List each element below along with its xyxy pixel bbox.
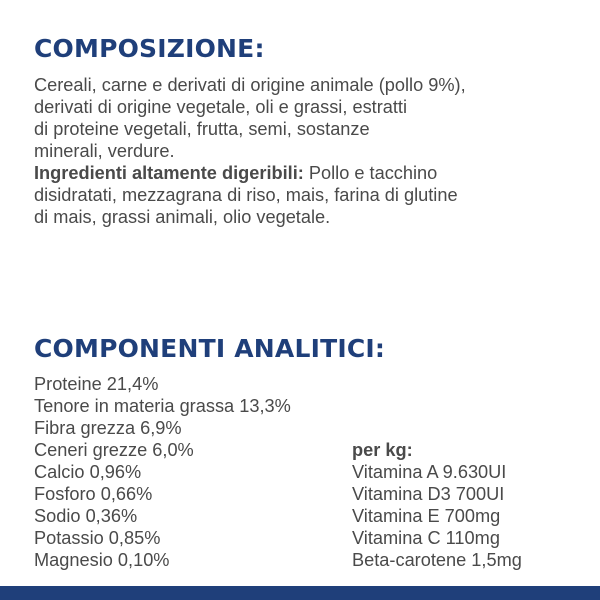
vitamin-item-a: Vitamina A 9.630UI (352, 462, 507, 482)
analytic-item-ceneri: Ceneri grezze 6,0% (34, 440, 194, 460)
analytic-item-fibra: Fibra grezza 6,9% (34, 418, 182, 438)
composition-text (34, 74, 594, 228)
composition-line: derivati di origine vegetale, oli e grassi, estratti (34, 97, 408, 117)
analytic-components-list (34, 373, 291, 571)
digestible-ingredients-line: Pollo e tacchino (303, 163, 438, 183)
analytic-item-proteine: Proteine 21,4% (34, 374, 159, 394)
composition-heading: COMPOSIZIONE: (34, 34, 265, 63)
composition-line: Cereali, carne e derivati di origine animale (pollo 9%), (34, 75, 466, 95)
vitamin-item-e: Vitamina E 700mg (352, 506, 501, 526)
composition-line: di proteine vegetali, frutta, semi, sostanze (34, 119, 370, 139)
analytic-item-calcio: Calcio 0,96% (34, 462, 142, 482)
vitamin-item-c: Vitamina C 110mg (352, 528, 500, 548)
digestible-ingredients-line: disidratati, mezzagrana di riso, mais, farina di glutine (34, 185, 458, 205)
analytic-item-sodio: Sodio 0,36% (34, 506, 138, 526)
analytic-item-magnesio: Magnesio 0,10% (34, 550, 170, 570)
digestible-ingredients-line: di mais, grassi animali, olio vegetale. (34, 207, 331, 227)
per-kg-label: per kg: (352, 440, 413, 460)
analytic-item-potassio: Potassio 0,85% (34, 528, 161, 548)
vitamins-list (352, 439, 522, 571)
vitamin-item-d3: Vitamina D3 700UI (352, 484, 505, 504)
analytic-item-fosforo: Fosforo 0,66% (34, 484, 153, 504)
composition-line: minerali, verdure. (34, 141, 175, 161)
analytic-item-grassi: Tenore in materia grassa 13,3% (34, 396, 291, 416)
analytic-components-heading: COMPONENTI ANALITICI: (34, 334, 386, 363)
digestible-ingredients-label: Ingredienti altamente digeribili: (34, 163, 304, 183)
vitamin-item-beta-carotene: Beta-carotene 1,5mg (352, 550, 522, 570)
bottom-brand-bar (0, 586, 600, 600)
